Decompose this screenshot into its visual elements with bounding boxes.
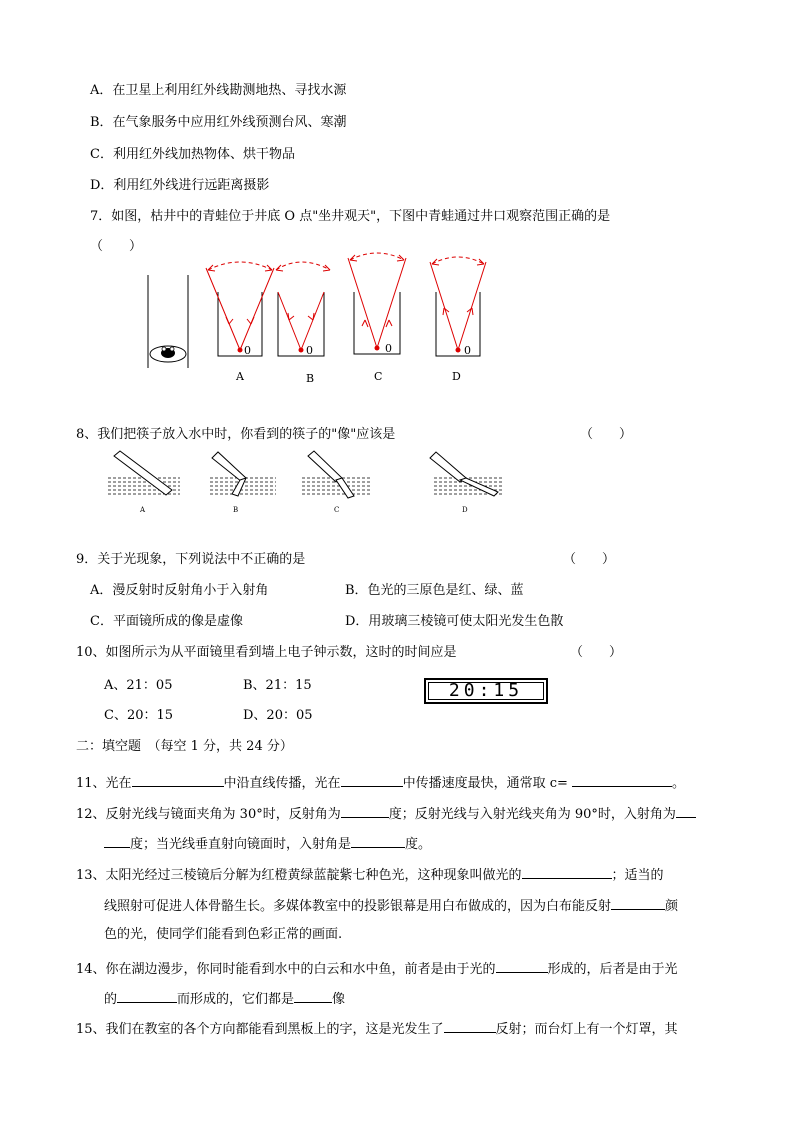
q13-text-2: ；适当的 bbox=[611, 868, 664, 883]
chopstick-label-d: D bbox=[462, 506, 468, 514]
well-a-point-label: 0 bbox=[244, 344, 251, 357]
q14-blank-2[interactable] bbox=[117, 988, 177, 1003]
clock-display: 20:15 bbox=[448, 680, 524, 701]
q8-chopstick-figure bbox=[100, 450, 520, 520]
q11-text-1: 11、光在 bbox=[76, 776, 132, 791]
q14-text-2: 形成的，后者是由于光 bbox=[547, 962, 678, 977]
q6-option-c: C．利用红外线加热物体、烘干物品 bbox=[90, 147, 295, 162]
chopstick-label-a: A bbox=[140, 506, 146, 514]
well-label-b: B bbox=[306, 372, 315, 385]
q11-blank-2[interactable] bbox=[341, 772, 403, 787]
q10-option-c: C、20：15 bbox=[104, 708, 174, 723]
q14-blank-3[interactable] bbox=[294, 988, 332, 1003]
q13-text-1: 13、太阳光经过三棱镜后分解为红橙黄绿蓝靛紫七种色光，这种现象叫做光的 bbox=[76, 868, 522, 883]
q13-text-3: 线照射可促进人体骨骼生长。多媒体教室中的投影银幕是用白布做成的，因为白布能反射 bbox=[104, 899, 612, 914]
q15-text-2: 反射；而台灯上有一个灯罩，其 bbox=[495, 1022, 678, 1037]
q9-option-b: B．色光的三原色是红、绿、蓝 bbox=[345, 583, 524, 598]
q11-blank-3[interactable] bbox=[572, 772, 672, 787]
q10-stem: 10、如图所示为从平面镜里看到墙上电子钟示数，这时的时间应是 bbox=[76, 645, 457, 660]
q13-text-4: 颜 bbox=[665, 899, 679, 914]
q13-line-3: 色的光，使同学们能看到色彩正常的画面. bbox=[104, 927, 343, 942]
q12-text-4: 度。 bbox=[405, 837, 432, 852]
q15-text-1: 15、我们在教室的各个方向都能看到黑板上的字，这是光发生了 bbox=[76, 1022, 444, 1037]
q12-blank-1[interactable] bbox=[341, 803, 389, 818]
well-d-point-label: 0 bbox=[464, 344, 471, 357]
q14-text-1: 14、你在湖边漫步，你同时能看到水中的白云和水中鱼，前者是由于光的 bbox=[76, 962, 496, 977]
q13-blank-1[interactable] bbox=[522, 864, 612, 879]
well-option-d bbox=[430, 257, 486, 357]
q12-blank-3[interactable] bbox=[351, 833, 405, 848]
q12-blank-2a[interactable] bbox=[676, 803, 696, 818]
section2-heading: 二：填空题 （每空 1 分，共 24 分） bbox=[76, 739, 293, 754]
chopstick-label-b: B bbox=[233, 506, 239, 514]
well-c-point-label: 0 bbox=[385, 342, 392, 355]
chopstick-label-c: C bbox=[334, 506, 340, 514]
q12-text-2: 度；反射光线与入射光线夹角为 90°时，入射角为 bbox=[388, 807, 676, 822]
q6-option-b: B．在气象服务中应用红外线预测台风、寒潮 bbox=[90, 115, 347, 130]
q11-line bbox=[76, 772, 685, 793]
q11-text-3: 中传播速度最快，通常取 c= bbox=[402, 776, 568, 791]
q9-option-d: D．用玻璃三棱镜可使太阳光发生色散 bbox=[345, 614, 564, 629]
q13-line-2 bbox=[104, 895, 678, 916]
q7-stem: 7．如图，枯井中的青蛙位于井底 O 点"坐井观天"，下图中青蛙通过井口观察范围正确的是 bbox=[90, 209, 611, 224]
q10-option-a: A、21：05 bbox=[104, 678, 173, 693]
q7-answer-bracket: （ ） bbox=[90, 239, 143, 254]
q9-option-c: C．平面镜所成的像是虚像 bbox=[90, 614, 243, 629]
q14-blank-1[interactable] bbox=[496, 958, 548, 973]
q8-answer-bracket: （ ） bbox=[580, 427, 633, 442]
q12-text-3: 度；当光线垂直射向镜面时，入射角是 bbox=[130, 837, 352, 852]
well-label-d: D bbox=[452, 370, 461, 383]
q12-line-2 bbox=[104, 833, 431, 854]
q15-blank-1[interactable] bbox=[444, 1018, 496, 1033]
q14-text-3: 的 bbox=[104, 992, 118, 1007]
q14-text-5: 像 bbox=[332, 992, 346, 1007]
q6-option-d: D．利用红外线进行远距离摄影 bbox=[90, 178, 270, 193]
q14-text-4: 而形成的，它们都是 bbox=[177, 992, 295, 1007]
q9-option-a: A．漫反射时反射角小于入射角 bbox=[90, 583, 269, 598]
well-label-c: C bbox=[374, 370, 383, 383]
q15-line-1 bbox=[76, 1018, 678, 1039]
q8-stem: 8、我们把筷子放入水中时，你看到的筷子的"像"应该是 bbox=[76, 427, 396, 442]
q12-line-1 bbox=[76, 803, 696, 824]
q11-text-4: 。 bbox=[672, 776, 686, 791]
q10-answer-bracket: （ ） bbox=[570, 645, 623, 660]
frog-well bbox=[148, 275, 188, 368]
q13-blank-2[interactable] bbox=[611, 895, 665, 910]
q10-option-d: D、20：05 bbox=[243, 708, 313, 723]
well-option-c bbox=[348, 253, 406, 355]
q6-option-a: A．在卫星上利用红外线勘测地热、寻找水源 bbox=[90, 83, 347, 98]
mirror-clock bbox=[424, 678, 548, 704]
q12-blank-2b[interactable] bbox=[104, 833, 130, 848]
q11-text-2: 中沿直线传播，光在 bbox=[223, 776, 341, 791]
q14-line-2 bbox=[104, 988, 345, 1009]
q9-stem: 9．关于光现象，下列说法中不正确的是 bbox=[76, 552, 306, 567]
q11-blank-1[interactable] bbox=[132, 772, 224, 787]
well-label-a: A bbox=[236, 370, 244, 383]
well-option-b bbox=[276, 262, 330, 357]
q14-line-1 bbox=[76, 958, 678, 979]
q10-option-b: B、21：15 bbox=[243, 678, 312, 693]
q13-line-1 bbox=[76, 864, 664, 885]
well-b-point-label: 0 bbox=[306, 344, 313, 357]
q12-text-1: 12、反射光线与镜面夹角为 30°时，反射角为 bbox=[76, 807, 341, 822]
well-option-a bbox=[206, 262, 274, 357]
q7-well-figure bbox=[140, 250, 500, 390]
q9-answer-bracket: （ ） bbox=[563, 552, 616, 567]
